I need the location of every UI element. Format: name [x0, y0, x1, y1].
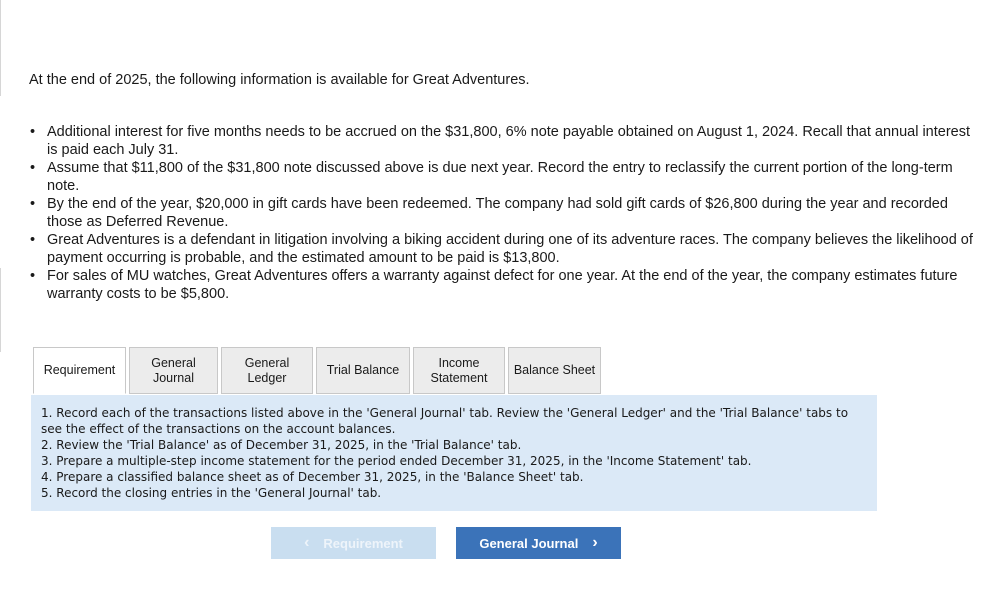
tab-trial-balance[interactable] — [316, 347, 410, 394]
tab-bar — [33, 347, 601, 394]
requirement-item: 1. Record each of the transactions listed above in the 'General Journal' tab. Review the 'General Ledger' and the 'Trial Balance' tabs to see the effect of the transactions on the account balances. — [41, 406, 849, 436]
left-edge-divider — [0, 0, 1, 96]
chevron-right-icon: › — [592, 534, 598, 551]
requirement-item: 5. Record the closing entries in the 'General Journal' tab. — [41, 486, 382, 500]
transaction-item: • Assume that $11,800 of the $31,800 note discussed above is due next year. Record the entry to reclassify the current portion of the long-term note. — [29, 159, 974, 195]
transaction-item: • Great Adventures is a defendant in litigation involving a biking accident during one of its adventure races. The company believes the likelihood of payment occurring is probable, and the estimated amount to be paid is $13,800. — [29, 231, 974, 267]
transaction-item: • Additional interest for five months needs to be accrued on the $31,800, 6% note payable obtained on August 1, 2024. Recall that annual interest is paid each July 31. — [29, 123, 974, 159]
transaction-item: • For sales of MU watches, Great Adventures offers a warranty against defect for one year. At the end of the year, the company estimates future warranty costs to be $5,800. — [29, 267, 974, 303]
tab-label: General Ledger — [244, 355, 290, 385]
next-general-journal-button[interactable] — [456, 527, 621, 559]
tab-general-ledger[interactable] — [221, 347, 313, 394]
tab-balance-sheet[interactable] — [508, 347, 601, 394]
tab-income-statement[interactable] — [413, 347, 505, 394]
requirement-item: 4. Prepare a classified balance sheet as of December 31, 2025, in the 'Balance Sheet' tab. — [41, 470, 584, 484]
tab-requirement[interactable] — [33, 347, 126, 394]
transaction-item: • By the end of the year, $20,000 in gift cards have been redeemed. The company had sold gift cards of $26,800 during the year and recorded those as Deferred Revenue. — [29, 195, 974, 231]
requirement-item: 2. Review the 'Trial Balance' as of December 31, 2025, in the 'Trial Balance' tab. — [41, 438, 522, 452]
intro-text: At the end of 2025, the following information is available for Great Adventures. — [29, 72, 530, 88]
tab-general-journal[interactable] — [129, 347, 218, 394]
transaction-list — [29, 123, 974, 303]
tab-label: Requirement — [43, 363, 116, 377]
requirements-panel — [31, 395, 877, 511]
tab-label: Balance Sheet — [513, 363, 596, 377]
tab-label: Income Statement — [430, 355, 488, 385]
next-button-label: General Journal — [479, 535, 579, 551]
left-edge-divider — [0, 268, 1, 352]
requirement-item: 3. Prepare a multiple-step income statement for the period ended December 31, 2025, in the 'Income Statement' tab. — [41, 454, 752, 468]
tab-label: General Journal — [151, 355, 196, 385]
prev-button-label: Requirement — [323, 535, 403, 551]
tab-label: Trial Balance — [326, 363, 400, 377]
prev-requirement-button[interactable] — [271, 527, 436, 559]
chevron-left-icon: ‹ — [304, 534, 310, 551]
